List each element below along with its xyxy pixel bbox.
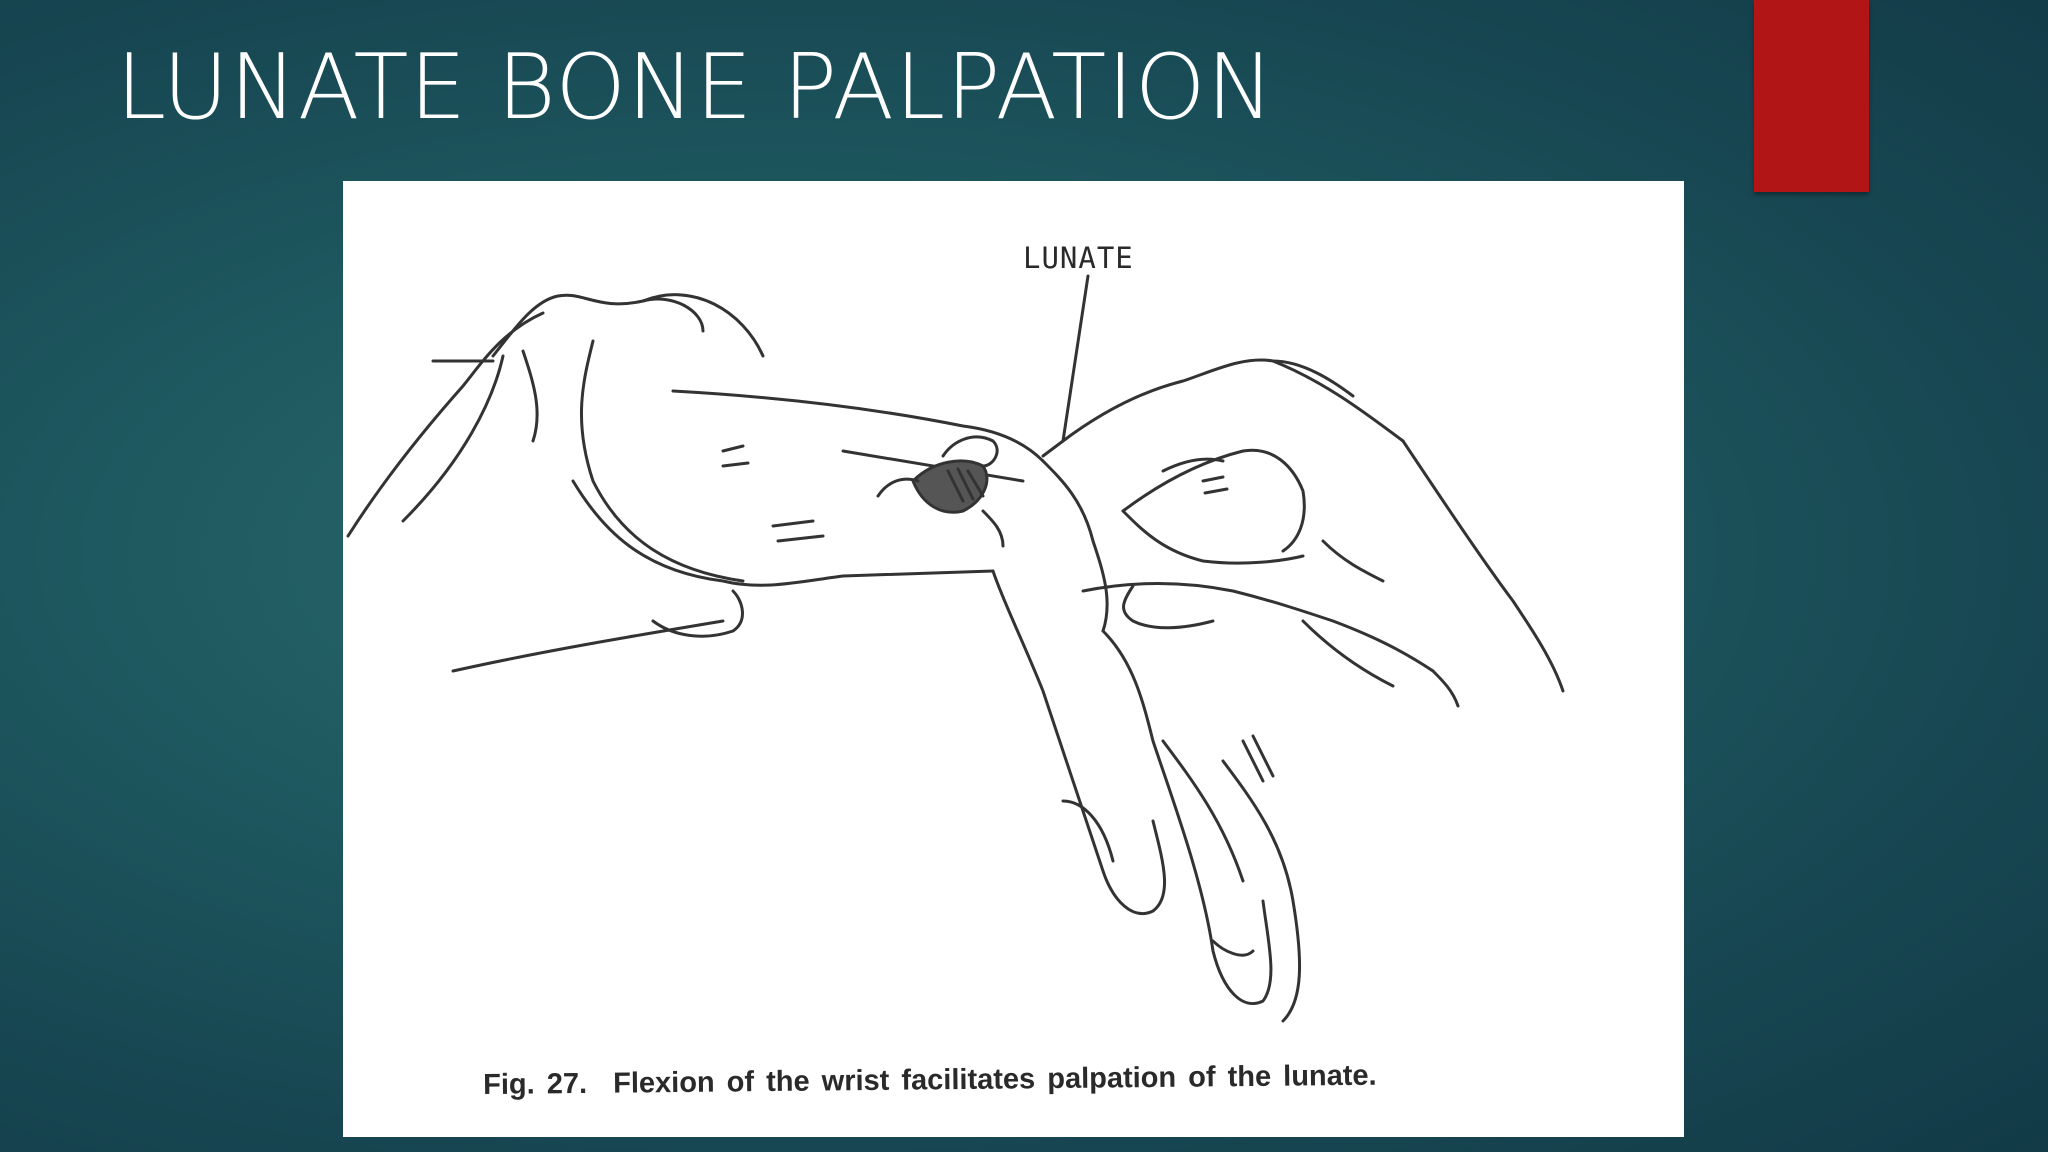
accent-bar — [1754, 0, 1869, 192]
hands-illustration — [343, 181, 1684, 1137]
lunate-label: LUNATE — [1023, 241, 1134, 275]
slide-title: LUNATE BONE PALPATION — [116, 35, 1275, 140]
figure-caption-text: Flexion of the wrist facilitates palpation of the lunate. — [612, 1059, 1377, 1100]
figure-number: Fig. 27. — [483, 1067, 588, 1101]
figure-panel — [343, 181, 1684, 1137]
